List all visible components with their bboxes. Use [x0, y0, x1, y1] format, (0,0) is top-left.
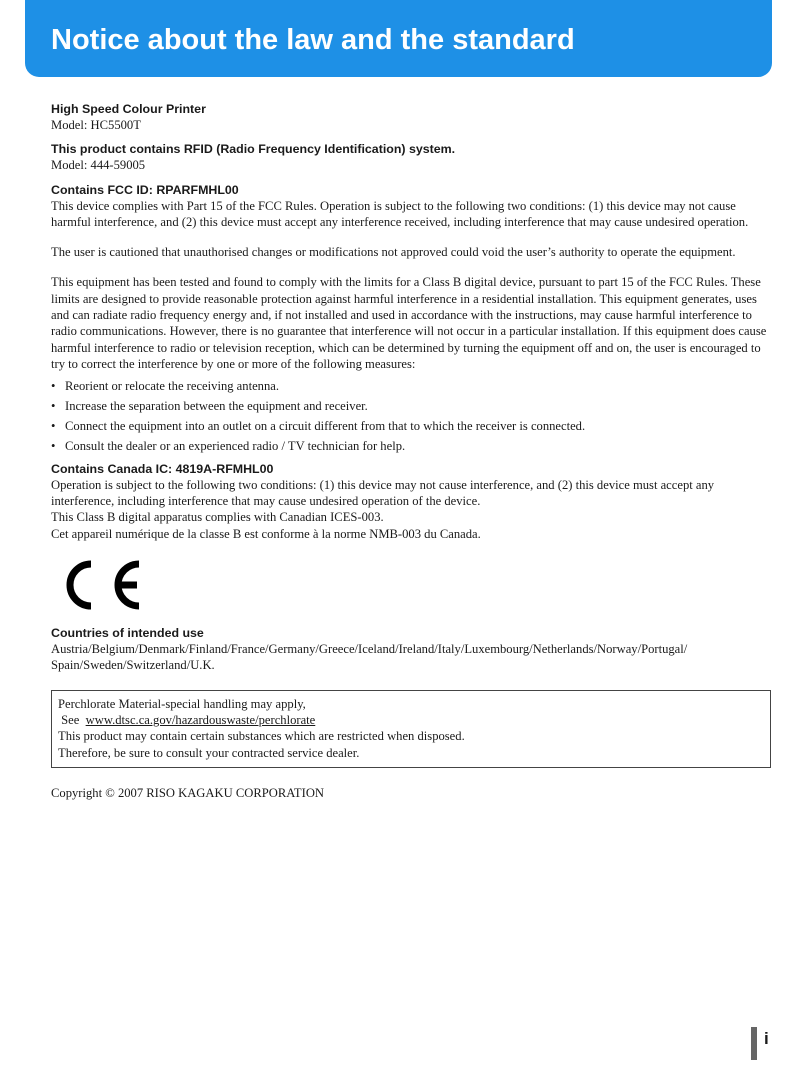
fcc-measures-list	[51, 378, 769, 454]
bullet-icon: •	[51, 419, 56, 434]
countries-list: Austria/Belgium/Denmark/Finland/France/Germany/Greece/Iceland/Ireland/Italy/Luxembourg/Netherlands/Norway/Portugal/ Spain/Sweden/Switzerland/U.K.	[51, 642, 688, 673]
perchlorate-link[interactable]: www.dtsc.ca.gov/hazardouswaste/perchlorate	[85, 712, 316, 727]
rfid-model: Model: 444-59005	[51, 158, 146, 173]
notice-line-2: See www.dtsc.ca.gov/hazardouswaste/perchlorate	[61, 712, 316, 727]
fcc-paragraph-3: This equipment has been tested and found to comply with the limits for a Class B digital device, pursuant to part 15 of the FCC Rules. These limits are designed to provide reasonable protection against harmful interference in a residential installation. This equipment generates, uses and can radiate radio frequency energy and, if not installed and used in accordance with the instructions, may cause harmful interference to radio communications. However, there is no guarantee that interference will not occur in a particular installation. If this equipment does cause harmful interference to radio or television reception, which can be determined by turning the equipment off and on, the user is encouraged to try to correct the interference by one or more of the following measures:	[51, 275, 767, 371]
printer-heading: High Speed Colour Printer	[51, 102, 206, 116]
title-bar	[25, 0, 772, 77]
canada-ices-line: This Class B digital apparatus complies with Canadian ICES-003.	[51, 510, 384, 525]
bullet-icon: •	[51, 438, 56, 453]
document-body	[51, 101, 769, 801]
countries-heading: Countries of intended use	[51, 626, 204, 641]
perchlorate-notice	[51, 690, 771, 768]
list-item: • Consult the dealer or an experienced radio / TV technician for help.	[51, 438, 406, 453]
page-title: Notice about the law and the standard	[51, 24, 575, 56]
list-item: • Reorient or relocate the receiving antenna.	[51, 379, 279, 394]
page-number: i	[751, 1027, 769, 1060]
rfid-heading: This product contains RFID (Radio Frequency Identification) system.	[51, 142, 456, 157]
notice-line-4: Therefore, be sure to consult your contracted service dealer.	[58, 745, 360, 760]
ce-mark-icon	[51, 557, 141, 613]
fcc-paragraph-1: This device complies with Part 15 of the FCC Rules. Operation is subject to the following two conditions: (1) this device may not cause harmful interference, and (2) this device must accept any interference received, including interference that may cause undesired operation.	[51, 198, 749, 229]
fcc-heading: Contains FCC ID: RPARFMHL00	[51, 182, 239, 197]
printer-model: Model: HC5500T	[51, 118, 141, 132]
canada-nmb-line: Cet appareil numérique de la classe B est conforme à la norme NMB-003 du Canada.	[51, 526, 481, 541]
bullet-icon: •	[51, 379, 56, 394]
copyright: Copyright © 2007 RISO KAGAKU CORPORATION	[51, 785, 325, 800]
canada-paragraph: Operation is subject to the following two conditions: (1) this device may not cause interference, and (2) this device must accept any interference, including interference that may cause undesired operation of the device.	[51, 477, 715, 509]
fcc-paragraph-2: The user is cautioned that unauthorised changes or modifications not approved could void the user’s authority to operate the equipment.	[51, 245, 736, 260]
notice-line-1: Perchlorate Material-special handling may apply,	[58, 696, 306, 711]
list-item: • Increase the separation between the equipment and receiver.	[51, 399, 368, 414]
list-item: • Connect the equipment into an outlet on a circuit different from that to which the receiver is connected.	[51, 419, 586, 434]
canada-heading: Contains Canada IC: 4819A-RFMHL00	[51, 461, 274, 476]
bullet-icon: •	[51, 399, 56, 414]
notice-line-3: This product may contain certain substances which are restricted when disposed.	[58, 729, 465, 744]
